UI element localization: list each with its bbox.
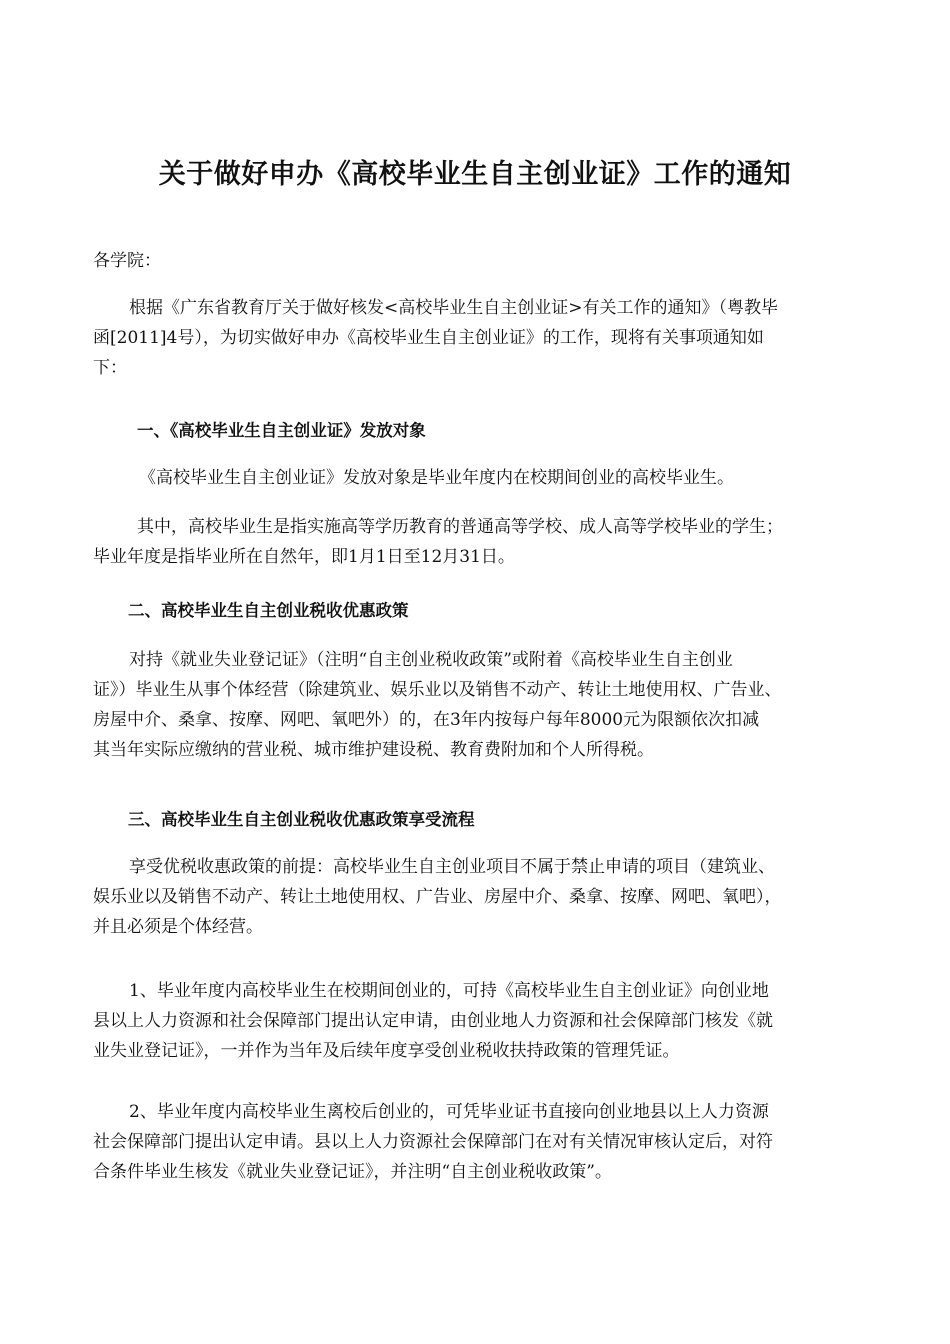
paragraph-line: 证》）毕业生从事个体经营（除建筑业、娱乐业以及销售不动产、转让土地使用权、广告业、 bbox=[93, 680, 782, 700]
section-3-item-1 bbox=[93, 976, 868, 1066]
paragraph-line: 社会保障部门提出认定申请。县以上人力资源社会保障部门在对有关情况审核认定后，对符 bbox=[93, 1132, 773, 1152]
section-2-paragraph bbox=[93, 645, 868, 765]
section-2-heading: 二、高校毕业生自主创业税收优惠政策 bbox=[128, 601, 409, 620]
paragraph-line: 其中，高校毕业生是指实施高等学历教育的普通高等学校、成人高等学校毕业的学生； bbox=[137, 517, 783, 537]
intro-line: 函[2011]4号），为切实做好申办《高校毕业生自主创业证》的工作，现将有关事项通知如 bbox=[93, 328, 764, 348]
paragraph-line: 《高校毕业生自主创业证》发放对象是毕业年度内在校期间创业的高校毕业生。 bbox=[139, 468, 734, 488]
section-3-item-2 bbox=[93, 1097, 868, 1187]
paragraph-line: 并且必须是个体经营。 bbox=[93, 917, 263, 937]
intro-paragraph bbox=[93, 293, 868, 383]
paragraph-line: 娱乐业以及销售不动产、转让土地使用权、广告业、房屋中介、桑拿、按摩、网吧、氧吧）， bbox=[93, 887, 782, 907]
intro-line: 下： bbox=[93, 358, 127, 378]
paragraph-line: 其当年实际应缴纳的营业税、城市维护建设税、教育费附加和个人所得税。 bbox=[93, 740, 654, 760]
paragraph-line: 对持《就业失业登记证》（注明“自主创业税收政策”或附着《高校毕业生自主创业 bbox=[129, 650, 733, 670]
paragraph-line: 合条件毕业生核发《就业失业登记证》，并注明“自主创业税收政策”。 bbox=[93, 1162, 612, 1182]
section-3-heading: 三、高校毕业生自主创业税收优惠政策享受流程 bbox=[128, 810, 475, 829]
section-3-paragraph bbox=[93, 852, 868, 942]
paragraph-line: 房屋中介、桑拿、按摩、网吧、氧吧外）的，在3年内按每户每年8000元为限额依次扣减 bbox=[93, 710, 760, 730]
paragraph-line: 县以上人力资源和社会保障部门提出认定申请，由创业地人力资源和社会保障部门核发《就 bbox=[93, 1011, 773, 1031]
section-1-heading: 一、《高校毕业生自主创业证》发放对象 bbox=[137, 421, 426, 440]
salutation bbox=[93, 246, 868, 276]
paragraph-line: 享受优税收惠政策的前提：高校毕业生自主创业项目不属于禁止申请的项目（建筑业、 bbox=[129, 857, 775, 877]
salutation-text: 各学院： bbox=[93, 251, 161, 271]
section-1-paragraph-1 bbox=[93, 463, 868, 493]
paragraph-line: 1、毕业年度内高校毕业生在校期间创业的，可持《高校毕业生自主创业证》向创业地 bbox=[129, 981, 769, 1001]
section-1-paragraph-2 bbox=[93, 512, 868, 572]
intro-line: 根据《广东省教育厅关于做好核发<高校毕业生自主创业证>有关工作的通知》（粤教毕 bbox=[129, 298, 778, 318]
paragraph-line: 2、毕业年度内高校毕业生离校后创业的，可凭毕业证书直接向创业地县以上人力资源 bbox=[129, 1102, 769, 1122]
paragraph-line: 毕业年度是指毕业所在自然年，即1月1日至12月31日。 bbox=[93, 547, 515, 567]
document-title: 关于做好申办《高校毕业生自主创业证》工作的通知 bbox=[158, 159, 792, 190]
paragraph-line: 业失业登记证》，一并作为当年及后续年度享受创业税收扶持政策的管理凭证。 bbox=[93, 1041, 680, 1061]
